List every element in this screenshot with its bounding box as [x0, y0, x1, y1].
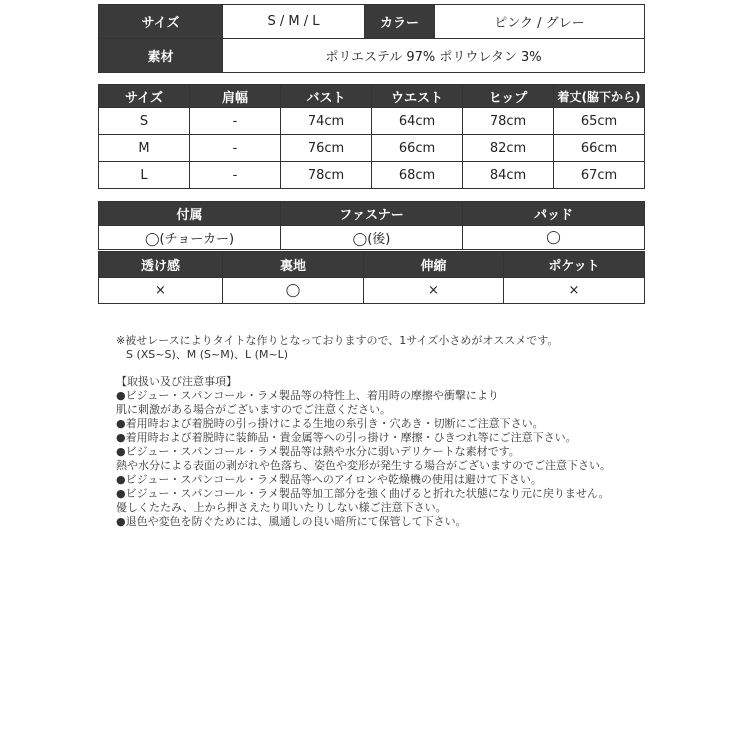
table-cell: - — [190, 135, 281, 162]
fit-note: ※被せレースによりタイトな作りとなっておりますので、1サイズ小さめがオススメです。 — [116, 334, 559, 347]
table-cell: 66cm — [372, 135, 463, 162]
care-line: 肌に刺激がある場合がございますのでご注意ください。 — [116, 403, 391, 416]
care-title: 【取扱い及び注意事項】 — [116, 375, 237, 388]
size-value: S / M / L — [223, 5, 365, 39]
table-cell: 78cm — [281, 162, 372, 189]
size-label: サイズ — [99, 5, 223, 39]
spec-row-size-color — [99, 5, 645, 39]
size-header-hip: ヒップ — [463, 85, 554, 108]
accessory-header: 付属 — [99, 202, 281, 226]
pocket-value: × — [504, 278, 645, 304]
table-cell: L — [99, 162, 190, 189]
size-header-size: サイズ — [99, 85, 190, 108]
care-line: ●着用時および着脱時に装飾品・貴金属等への引っ掛け・摩擦・ひきつれ等にご注意下さい。 — [116, 431, 577, 444]
pad-value: ◯ — [463, 226, 645, 250]
sheerness-value: × — [99, 278, 223, 304]
table-cell: 66cm — [554, 135, 645, 162]
pad-header: パッド — [463, 202, 645, 226]
lining-value: ◯ — [223, 278, 364, 304]
table-cell: 82cm — [463, 135, 554, 162]
care-line: ●ビジュー・スパンコール・ラメ製品等へのアイロンや乾燥機の使用は避けて下さい。 — [116, 473, 542, 486]
size-table-header — [99, 85, 645, 108]
color-value: ピンク / グレー — [435, 5, 645, 39]
table-cell: - — [190, 162, 281, 189]
care-line: ●着用時および着脱時の引っ掛けによる生地の糸引き・穴あき・切断にご注意下さい。 — [116, 417, 544, 430]
size-table — [98, 84, 645, 189]
size-header-shoulder: 肩幅 — [190, 85, 281, 108]
table-cell: 67cm — [554, 162, 645, 189]
spec-table — [98, 4, 645, 73]
care-line: 優しくたたみ、上から押さえたり叩いたりしない様ご注意下さい。 — [116, 501, 447, 514]
care-line: ●ビジュー・スパンコール・ラメ製品等は熱や水分に弱いデリケートな素材です。 — [116, 445, 520, 458]
care-line: ●退色や変色を防ぐためには、風通しの良い暗所にて保管して下さい。 — [116, 515, 467, 528]
features-header-row — [99, 252, 645, 278]
table-cell: 74cm — [281, 108, 372, 135]
accessory-value: ◯(チョーカー) — [99, 226, 281, 250]
accessories-table — [98, 201, 645, 250]
care-line: 熱や水分による表面の剥がれや色落ち、姿色や変形が発生する場合がございますのでご注意下さい。 — [116, 459, 611, 472]
table-cell: 68cm — [372, 162, 463, 189]
table-row — [99, 162, 645, 189]
size-header-length: 着丈(脇下から) — [554, 85, 645, 108]
table-cell: 78cm — [463, 108, 554, 135]
features-table — [98, 251, 645, 304]
material-value: ポリエステル 97% ポリウレタン 3% — [223, 39, 645, 73]
care-line: ●ビジュー・スパンコール・ラメ製品等の特性上、着用時の摩擦や衝撃により — [116, 389, 499, 402]
sheerness-header: 透け感 — [99, 252, 223, 278]
table-cell: 65cm — [554, 108, 645, 135]
table-cell: 84cm — [463, 162, 554, 189]
size-header-waist: ウエスト — [372, 85, 463, 108]
care-line: ●ビジュー・スパンコール・ラメ製品等加工部分を強く曲げると折れた状態になり元に戻りません。 — [116, 487, 610, 500]
fit-sizes: S (XS~S)、M (S~M)、L (M~L) — [126, 348, 289, 361]
features-value-row — [99, 278, 645, 304]
material-label: 素材 — [99, 39, 223, 73]
zipper-value: ◯(後) — [281, 226, 463, 250]
accessories-header-row — [99, 202, 645, 226]
accessories-value-row — [99, 226, 645, 250]
lining-header: 裏地 — [223, 252, 364, 278]
zipper-header: ファスナー — [281, 202, 463, 226]
fit-note-block — [116, 334, 736, 362]
care-notes — [116, 375, 736, 529]
table-cell: S — [99, 108, 190, 135]
table-cell: 64cm — [372, 108, 463, 135]
table-row — [99, 108, 645, 135]
pocket-header: ポケット — [504, 252, 645, 278]
color-label: カラー — [365, 5, 435, 39]
stretch-value: × — [364, 278, 504, 304]
stretch-header: 伸縮 — [364, 252, 504, 278]
size-header-bust: バスト — [281, 85, 372, 108]
spec-row-material — [99, 39, 645, 73]
table-cell: - — [190, 108, 281, 135]
table-row — [99, 135, 645, 162]
table-cell: 76cm — [281, 135, 372, 162]
table-cell: M — [99, 135, 190, 162]
